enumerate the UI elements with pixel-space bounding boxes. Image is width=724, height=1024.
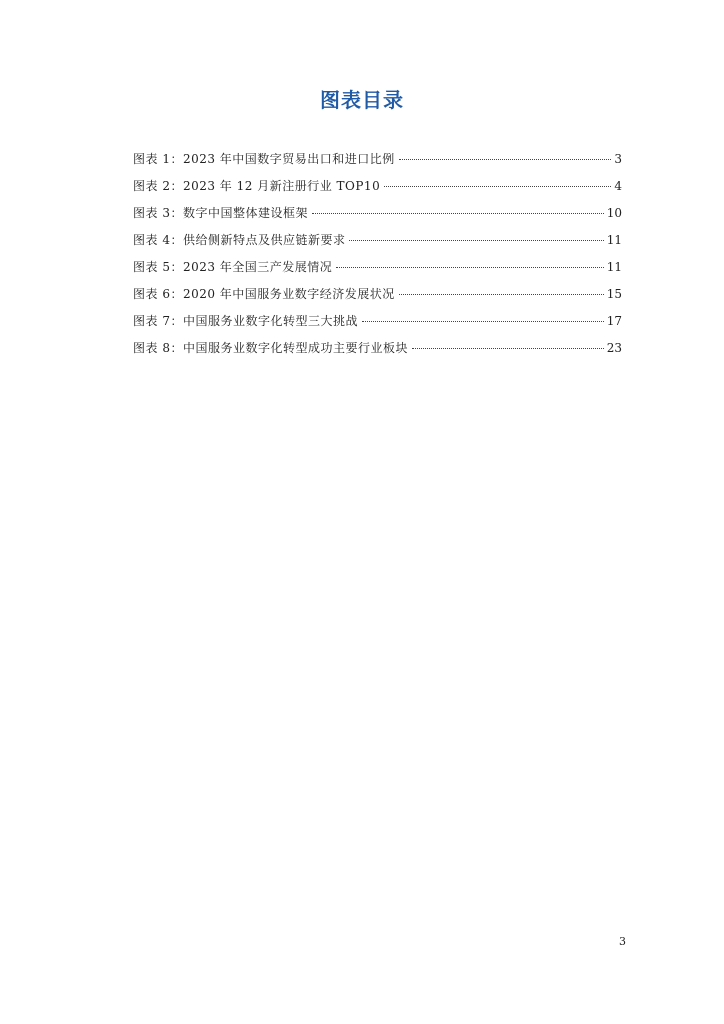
toc-entry-page: 15 — [606, 287, 622, 301]
toc-entry-7[interactable] — [133, 310, 622, 337]
toc-dot-leader — [336, 267, 603, 268]
toc-entry-label: 图表 3：数字中国整体建设框架 — [133, 206, 308, 220]
toc-entry-label: 图表 4：供给侧新特点及供应链新要求 — [133, 233, 346, 247]
toc-entry-8[interactable] — [133, 337, 622, 364]
toc-entry-2[interactable] — [133, 175, 622, 202]
toc-dot-leader — [312, 213, 604, 214]
toc-dot-leader — [362, 321, 604, 322]
toc-dot-leader — [399, 159, 612, 160]
toc-entry-page: 11 — [606, 233, 622, 247]
toc-dot-leader — [384, 186, 611, 187]
toc-entry-label: 图表 1：2023 年中国数字贸易出口和进口比例 — [133, 152, 395, 166]
toc-dot-leader — [349, 240, 603, 241]
toc-entry-label: 图表 8：中国服务业数字化转型成功主要行业板块 — [133, 341, 408, 355]
toc-entry-label: 图表 2：2023 年 12 月新注册行业 TOP10 — [133, 179, 381, 193]
toc-entry-5[interactable] — [133, 256, 622, 283]
page-number: 3 — [619, 935, 626, 948]
toc-entry-page: 17 — [606, 314, 622, 328]
toc-entry-label: 图表 6：2020 年中国服务业数字经济发展状况 — [133, 287, 395, 301]
toc-entry-label: 图表 5：2023 年全国三产发展情况 — [133, 260, 333, 274]
toc-entry-3[interactable] — [133, 202, 622, 229]
toc-entry-6[interactable] — [133, 283, 622, 310]
toc-entry-label: 图表 7：中国服务业数字化转型三大挑战 — [133, 314, 358, 328]
toc-entry-page: 11 — [606, 260, 622, 274]
toc-entry-1[interactable] — [133, 148, 622, 175]
toc-entry-page: 3 — [614, 152, 622, 166]
toc-dot-leader — [412, 348, 604, 349]
toc-entry-page: 10 — [606, 206, 622, 220]
toc-entry-page: 4 — [614, 179, 622, 193]
toc-entry-page: 23 — [606, 341, 622, 355]
page-title: 图表目录 — [320, 88, 404, 112]
toc-dot-leader — [399, 294, 604, 295]
toc-entry-4[interactable] — [133, 229, 622, 256]
table-of-figures — [133, 148, 622, 364]
